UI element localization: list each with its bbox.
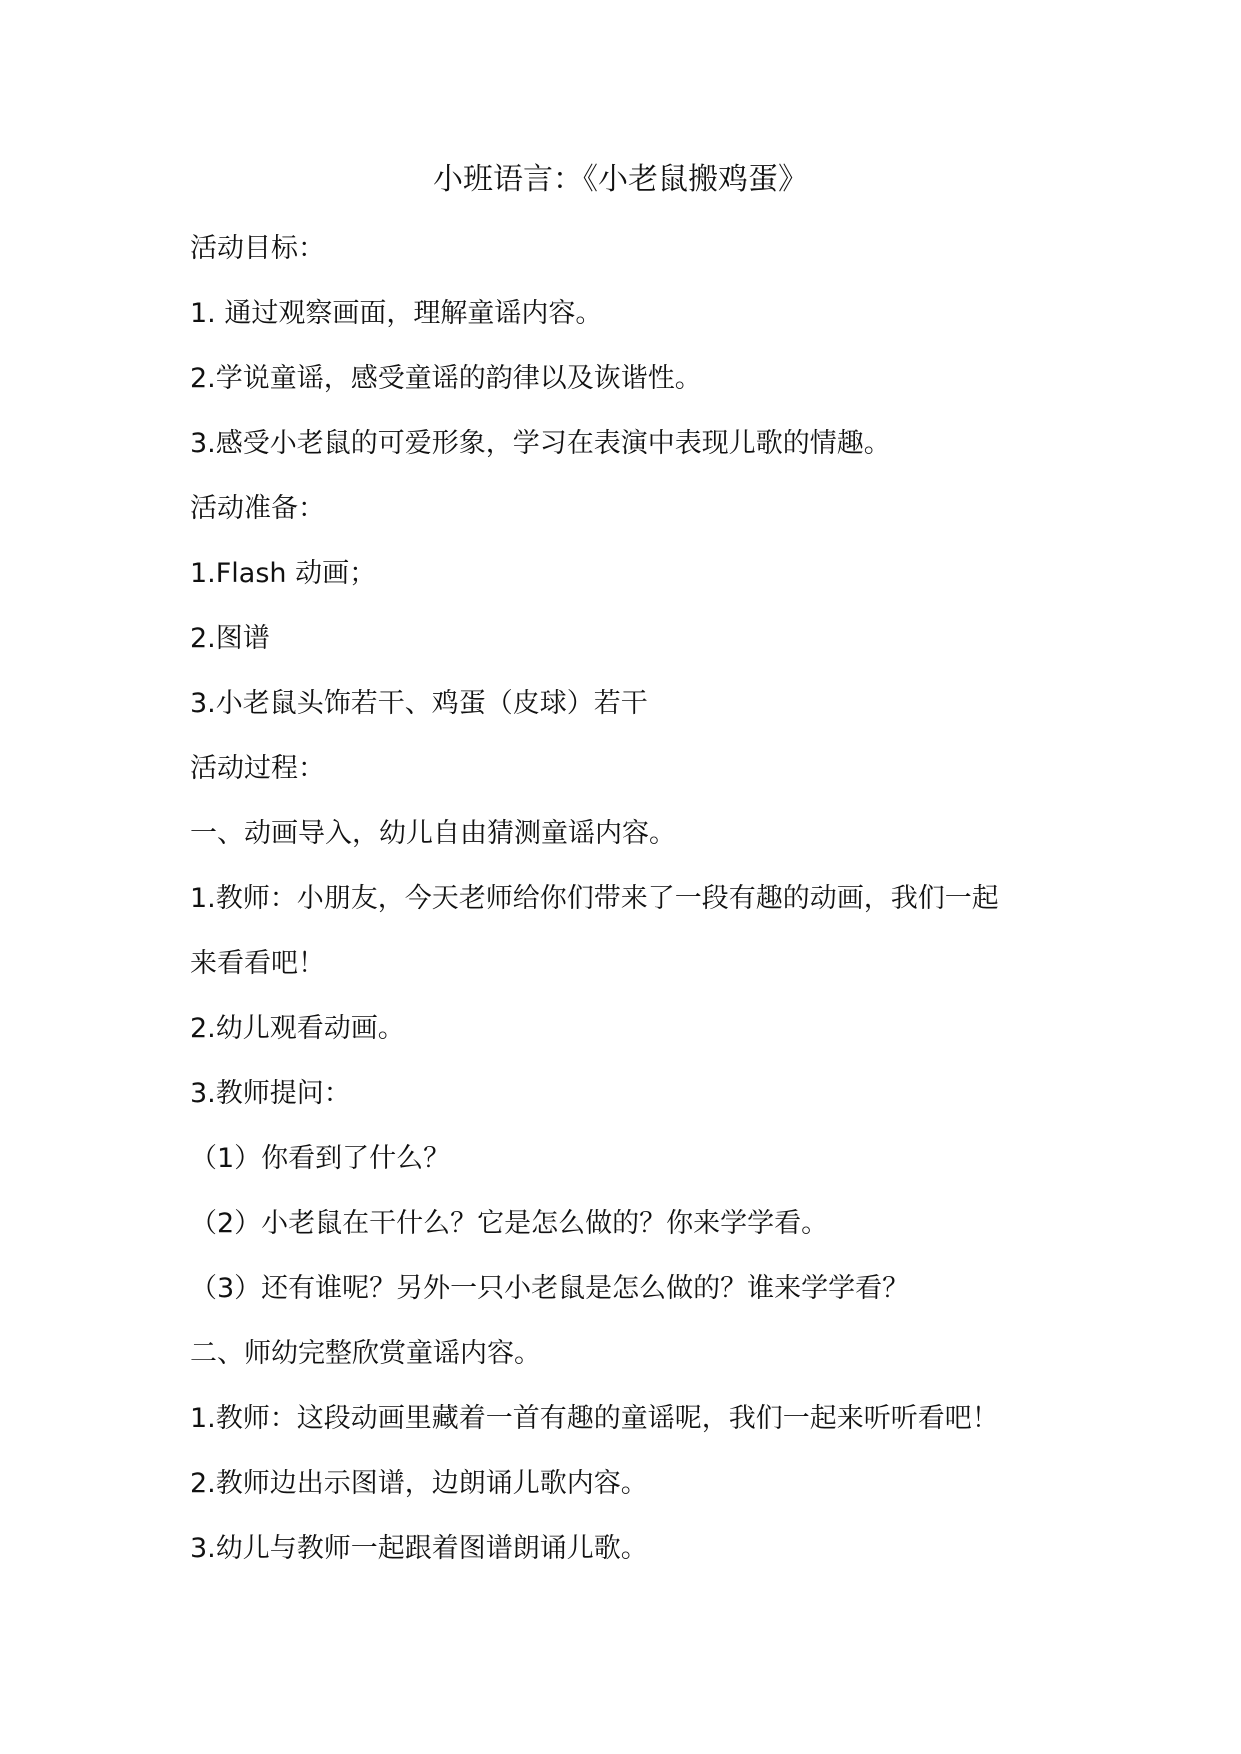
process-step-2-item-1: 1.教师：这段动画里藏着一首有趣的童谣呢，我们一起来听听看吧！: [190, 1403, 999, 1434]
preparation-item-3: 3.小老鼠头饰若干、鸡蛋（皮球）若干: [190, 688, 648, 719]
process-step-2-item-3: 3.幼儿与教师一起跟着图谱朗诵儿歌。: [190, 1533, 648, 1564]
process-step-1-item-2: 2.幼儿观看动画。: [190, 1013, 405, 1044]
goal-item-2: 2.学说童谣，感受童谣的韵律以及诙谐性。: [190, 363, 702, 394]
question-3: （3）还有谁呢？另外一只小老鼠是怎么做的？谁来学学看？: [190, 1273, 910, 1304]
preparation-item-1: 1.Flash 动画；: [190, 558, 377, 589]
section-heading-process: 活动过程：: [190, 753, 325, 784]
question-1: （1）你看到了什么？: [190, 1143, 451, 1174]
question-2: （2）小老鼠在干什么？它是怎么做的？你来学学看。: [190, 1208, 829, 1239]
process-step-1-item-1: 1.教师：小朋友，今天老师给你们带来了一段有趣的动画，我们一起: [190, 883, 999, 914]
process-step-1-item-1-continued: 来看看吧！: [190, 948, 325, 979]
goal-item-1: 1. 通过观察画面，理解童谣内容。: [190, 298, 603, 329]
section-heading-goals: 活动目标：: [190, 233, 325, 264]
process-step-2-item-2: 2.教师边出示图谱，边朗诵儿歌内容。: [190, 1468, 648, 1499]
process-step-1-heading: 一、动画导入，幼儿自由猜测童谣内容。: [190, 818, 676, 849]
section-heading-preparation: 活动准备：: [190, 493, 325, 524]
goal-item-3: 3.感受小老鼠的可爱形象，学习在表演中表现儿歌的情趣。: [190, 428, 891, 459]
process-step-1-item-3: 3.教师提问：: [190, 1078, 351, 1109]
process-step-2-heading: 二、师幼完整欣赏童谣内容。: [190, 1338, 541, 1369]
preparation-item-2: 2.图谱: [190, 623, 270, 654]
document-title: 小班语言：《小老鼠搬鸡蛋》: [433, 162, 808, 197]
